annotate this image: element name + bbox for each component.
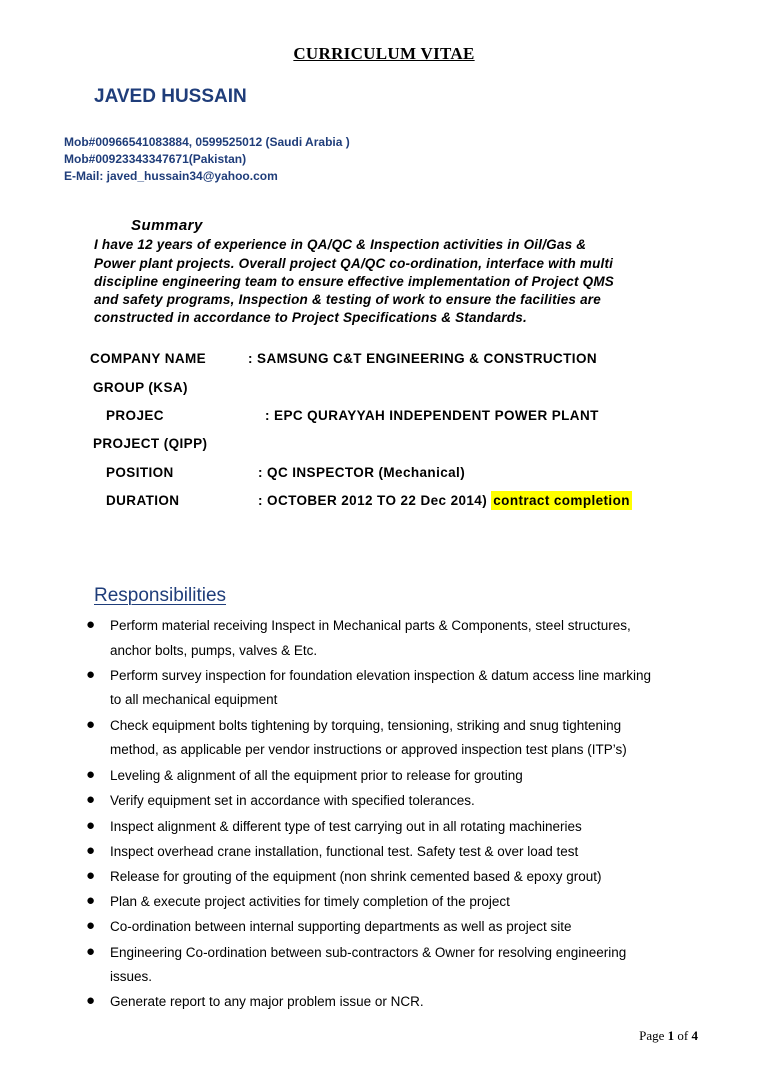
company-value: : SAMSUNG C&T ENGINEERING & CONSTRUCTION — [248, 351, 598, 366]
summary-line: discipline engineering team to ensure effective implementation of Project QMS — [94, 274, 615, 289]
list-item: Perform survey inspection for foundation elevation inspection & datum access line marking — [110, 668, 652, 683]
company-continued: GROUP (KSA) — [93, 380, 188, 395]
duration-label: DURATION — [106, 493, 180, 508]
bullet-icon: ● — [86, 917, 96, 934]
document-title: CURRICULUM VITAE — [293, 44, 475, 63]
list-item: Verify equipment set in accordance with specified tolerances. — [110, 793, 475, 808]
company-label: COMPANY NAME — [90, 351, 207, 366]
list-item-continued: to all mechanical equipment — [110, 692, 278, 707]
list-item: Generate report to any major problem issue or NCR. — [110, 994, 424, 1009]
summary-line: and safety programs, Inspection & testing of work to ensure the facilities are — [94, 292, 601, 307]
list-item: Release for grouting of the equipment (non shrink cemented based & epoxy grout) — [110, 869, 602, 884]
list-item: Inspect overhead crane installation, functional test. Safety test & over load test — [110, 844, 579, 859]
of-word: of — [677, 1028, 689, 1043]
list-item: Engineering Co-ordination between sub-contractors & Owner for resolving engineering — [110, 945, 627, 960]
bullet-icon: ● — [86, 842, 96, 859]
page-number — [639, 1028, 698, 1044]
list-item: Leveling & alignment of all the equipment prior to release for grouting — [110, 768, 523, 783]
list-item: Co-ordination between internal supporting departments as well as project site — [110, 919, 572, 934]
bullet-icon: ● — [86, 716, 96, 733]
contract-completion-highlight: contract completion — [493, 493, 630, 508]
total-pages: 4 — [691, 1028, 698, 1043]
bullet-icon: ● — [86, 892, 96, 909]
bullet-icon: ● — [86, 791, 96, 808]
list-item: Perform material receiving Inspect in Mechanical parts & Components, steel structures, — [110, 618, 631, 633]
project-value: : EPC QURAYYAH INDEPENDENT POWER PLANT — [265, 408, 599, 423]
position-label: POSITION — [106, 465, 174, 480]
current-page: 1 — [667, 1028, 675, 1043]
list-item-continued: method, as applicable per vendor instructions or approved inspection test plans (ITP’s) — [110, 742, 627, 757]
responsibilities-heading: Responsibilities — [94, 585, 227, 606]
bullet-icon: ● — [86, 666, 96, 683]
project-continued: PROJECT (QIPP) — [93, 436, 208, 451]
summary-line: I have 12 years of experience in QA/QC & Inspection activities in Oil/Gas & — [94, 237, 587, 252]
duration-value: : OCTOBER 2012 TO 22 Dec 2014) — [258, 493, 488, 508]
bullet-icon: ● — [86, 867, 96, 884]
duration-line — [258, 493, 632, 508]
summary-line: Power plant projects. Overall project QA/QC co-ordination, interface with multi — [94, 256, 614, 271]
list-item: Check equipment bolts tightening by torquing, tensioning, striking and snug tightening — [110, 718, 622, 733]
mobile-saudi: Mob#00966541083884, 0599525012 (Saudi Arabia ) — [64, 135, 350, 149]
list-item: Inspect alignment & different type of test carrying out in all rotating machineries — [110, 819, 582, 834]
email-address: E-Mail: javed_hussain34@yahoo.com — [64, 169, 278, 183]
page-word: Page — [639, 1028, 665, 1043]
candidate-name: JAVED HUSSAIN — [94, 86, 247, 107]
summary-line: constructed in accordance to Project Specifications & Standards. — [94, 310, 527, 325]
bullet-icon: ● — [86, 943, 96, 960]
bullet-icon: ● — [86, 616, 96, 633]
bullet-icon: ● — [86, 766, 96, 783]
project-label: PROJEC — [106, 408, 164, 423]
bullet-icon: ● — [86, 817, 96, 834]
mobile-pakistan: Mob#00923343347671(Pakistan) — [64, 152, 247, 166]
summary-heading: Summary — [131, 217, 203, 234]
list-item: Plan & execute project activities for timely completion of the project — [110, 894, 510, 909]
bullet-icon: ● — [86, 992, 96, 1009]
list-item-continued: anchor bolts, pumps, valves & Etc. — [110, 643, 318, 658]
position-value: : QC INSPECTOR (Mechanical) — [258, 465, 466, 480]
list-item-continued: issues. — [110, 969, 153, 984]
